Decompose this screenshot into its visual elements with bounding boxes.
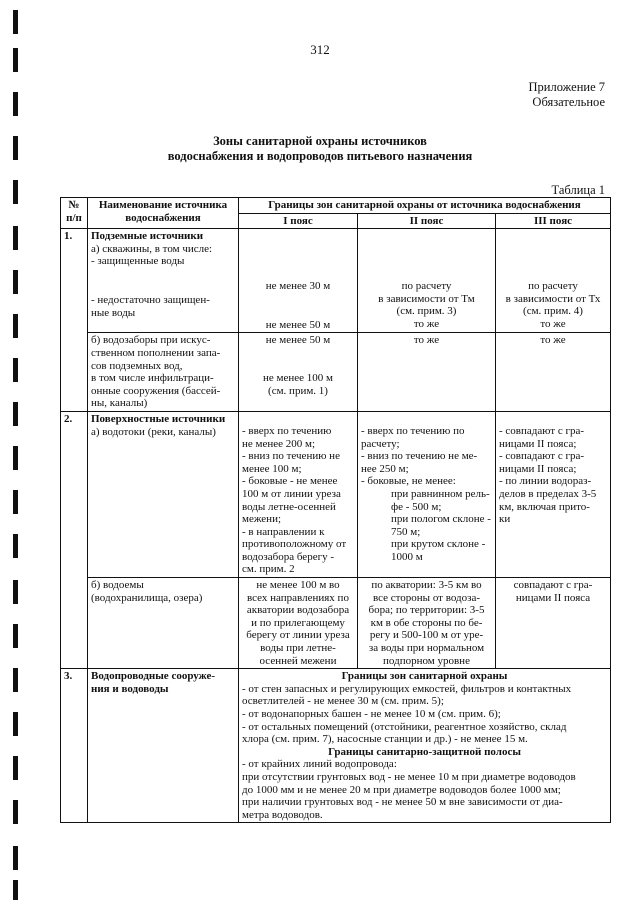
scan-edge-mark bbox=[13, 270, 18, 294]
text-line: акватории водозабора bbox=[246, 604, 350, 617]
text-line: фе - 500 м; bbox=[391, 500, 442, 513]
text-line: воды при летне- bbox=[260, 642, 336, 655]
text-line: противоположному от bbox=[242, 538, 347, 551]
belt-2-cell bbox=[358, 578, 496, 669]
text-line: не менее 50 м bbox=[265, 334, 331, 347]
scan-edge-mark bbox=[13, 712, 18, 736]
source-name-cell bbox=[88, 411, 239, 577]
text-line: - совпадают с гра- bbox=[499, 450, 585, 463]
text-line: - от стен запасных и регулирующих емкостей, фильтров и контактных bbox=[242, 682, 572, 695]
scan-edge-mark bbox=[13, 800, 18, 824]
source-name-cell bbox=[88, 229, 239, 333]
text-line: б) водоемы bbox=[91, 579, 144, 592]
text-line: б) водозаборы при искус- bbox=[91, 334, 211, 347]
text-line: воды летне-осенней bbox=[242, 500, 336, 513]
text-line: и по прилегающему bbox=[251, 616, 345, 629]
subsection-heading: Границы зон санитарной охраны bbox=[341, 670, 508, 683]
header-text: № bbox=[68, 199, 80, 211]
text-line: (водохранилища, озера) bbox=[91, 591, 203, 604]
text-line: - защищенные воды bbox=[91, 255, 185, 268]
title-line: Зоны санитарной охраны источников bbox=[213, 134, 427, 148]
text-line: не менее 100 м во bbox=[256, 579, 340, 592]
scan-edge-mark bbox=[13, 580, 18, 604]
text-line: - от водонапорных башен - не менее 10 м (см. прим. 6); bbox=[242, 708, 501, 720]
text-line: ки bbox=[499, 513, 511, 526]
header-cell-belt-1: I пояс bbox=[239, 213, 358, 229]
table-row bbox=[61, 229, 611, 333]
text-line: не менее 100 м bbox=[263, 371, 333, 384]
source-name-cell bbox=[88, 333, 239, 412]
text-line: - боковые - не менее bbox=[242, 475, 338, 488]
text-line: - недостаточно защищен- bbox=[91, 293, 210, 306]
scan-edge-mark bbox=[13, 624, 18, 648]
appendix-line: Обязательное bbox=[532, 95, 605, 109]
header-cell-belt-2: II пояс bbox=[358, 213, 496, 229]
table-row bbox=[61, 578, 611, 669]
text-line: всех направлениях по bbox=[247, 591, 349, 604]
subsection-heading: Границы санитарно-защитной полосы bbox=[328, 745, 521, 758]
text-line: регу и 500-100 м от уре- bbox=[369, 629, 484, 642]
text-line: (см. прим. 4) bbox=[523, 305, 583, 318]
header-cell-group: Границы зон санитарной охраны от источника водоснабжения bbox=[239, 198, 611, 214]
scan-edge-mark bbox=[13, 756, 18, 780]
text-line: ния и водоводы bbox=[91, 682, 169, 695]
text-line: 1000 м bbox=[391, 550, 423, 563]
text-line: - боковые, не менее: bbox=[361, 475, 456, 488]
text-line: межени; bbox=[242, 513, 282, 526]
text-line: делов в пределах 3-5 bbox=[499, 487, 597, 500]
text-line: онные сооружения (бассей- bbox=[91, 384, 221, 397]
text-line: по расчету bbox=[401, 280, 452, 293]
text-line: см. прим. 2 bbox=[242, 563, 295, 576]
text-line: все стороны от водоза- bbox=[372, 591, 481, 604]
header-text: п/п bbox=[66, 211, 82, 224]
scan-edge-mark bbox=[13, 490, 18, 514]
source-name-cell bbox=[88, 669, 239, 823]
zone-boundaries-cell bbox=[239, 669, 611, 823]
text-line: а) водотоки (реки, каналы) bbox=[91, 425, 216, 438]
row-number: 3. bbox=[61, 669, 88, 823]
scan-edge-mark bbox=[13, 358, 18, 382]
text-line: не менее 30 м bbox=[265, 280, 331, 293]
table-row bbox=[61, 333, 611, 412]
table-label: Таблица 1 bbox=[551, 183, 605, 197]
text-line: подпорном уровне bbox=[383, 654, 470, 667]
belt-3-cell: то же bbox=[496, 333, 611, 412]
text-line: - по линии водораз- bbox=[499, 475, 592, 488]
scan-edge-mark bbox=[13, 446, 18, 470]
text-line: водозабора берегу - bbox=[242, 550, 334, 563]
text-line: по расчету bbox=[528, 280, 578, 293]
scan-edge-mark bbox=[13, 92, 18, 116]
source-name-cell bbox=[88, 578, 239, 669]
scan-edge-mark bbox=[13, 226, 18, 250]
belt-2-cell bbox=[358, 411, 496, 577]
text-line: - вниз по течению не ме- bbox=[361, 450, 478, 463]
header-cell-number bbox=[61, 198, 88, 229]
scan-edge-mark bbox=[13, 402, 18, 426]
text-line: (см. прим. 1) bbox=[268, 384, 328, 397]
table-row bbox=[61, 669, 611, 823]
text-line: берегу от линии уреза bbox=[246, 629, 350, 642]
scan-edge-mark bbox=[13, 314, 18, 338]
text-line: ные воды bbox=[91, 306, 136, 319]
text-line: а) скважины, в том числе: bbox=[91, 242, 213, 255]
belt-3-cell bbox=[496, 229, 611, 333]
text-line: бора; по территории: 3-5 bbox=[368, 604, 485, 617]
text-line: км, включая прито- bbox=[499, 500, 590, 513]
section-heading: Подземные источники bbox=[91, 230, 204, 243]
text-line: ны, каналы) bbox=[91, 397, 148, 410]
text-line: 100 м от линии уреза bbox=[242, 487, 341, 500]
text-line: - вниз по течению не bbox=[242, 450, 340, 463]
document-title bbox=[0, 134, 640, 164]
header-text: Наименование источника bbox=[98, 199, 228, 211]
text-line: не менее 50 м bbox=[265, 318, 331, 331]
table-header-row bbox=[61, 198, 611, 214]
belt-1-cell bbox=[239, 578, 358, 669]
text-line: то же bbox=[413, 317, 440, 330]
text-line: (см. прим. 3) bbox=[396, 305, 457, 318]
text-line: по акватории: 3-5 км во bbox=[371, 579, 482, 592]
text-line: до 1000 мм и не менее 20 м при диаметре водоводов более 1000 мм; bbox=[242, 783, 561, 796]
text-line: - от остальных помещений (отстойники, реагентное хозяйство, склад bbox=[242, 720, 567, 733]
text-line: - вверх по течению по bbox=[361, 424, 465, 437]
text-line: - совпадают с гра- bbox=[499, 424, 585, 437]
text-line: осветлителей - не менее 30 м (см. прим. 5); bbox=[242, 695, 444, 708]
text-line: ницами II пояса bbox=[515, 591, 591, 604]
text-line: менее 100 м; bbox=[242, 462, 302, 475]
table-row bbox=[61, 411, 611, 577]
text-line: при пологом склоне - bbox=[391, 513, 491, 526]
text-line: метра водоводов. bbox=[242, 808, 323, 821]
text-line: не менее 200 м; bbox=[242, 437, 316, 450]
row-number: 1. bbox=[61, 229, 88, 412]
text-line: в том числе инфильтраци- bbox=[91, 372, 214, 385]
scan-edge-mark bbox=[13, 534, 18, 558]
text-line: ницами II пояса; bbox=[499, 437, 577, 450]
title-line: водоснабжения и водопроводов питьевого назначения bbox=[167, 149, 473, 163]
text-line: совпадают с гра- bbox=[513, 579, 593, 592]
text-line: ственном пополнении запа- bbox=[91, 346, 221, 359]
text-line: при крутом склоне - bbox=[391, 538, 486, 551]
text-line: - вверх по течению bbox=[242, 424, 332, 437]
header-text: водоснабжения bbox=[125, 211, 201, 224]
scan-edge-mark bbox=[13, 846, 18, 870]
belt-3-cell bbox=[496, 411, 611, 577]
appendix-label bbox=[529, 80, 605, 110]
belt-2-cell bbox=[358, 229, 496, 333]
text-line: км в обе стороны по бе- bbox=[370, 616, 483, 629]
belt-1-cell bbox=[239, 229, 358, 333]
header-cell-belt-3: III пояс bbox=[496, 213, 611, 229]
text-line: то же bbox=[540, 317, 566, 330]
belt-2-cell: то же bbox=[358, 333, 496, 412]
text-line: в зависимости от Тм bbox=[378, 292, 475, 305]
text-line: - в направлении к bbox=[242, 525, 325, 538]
belt-1-cell bbox=[239, 333, 358, 412]
text-line: при отсутствии грунтовых вод - не менее 10 м при диаметре водоводов bbox=[242, 770, 576, 783]
header-cell-name bbox=[88, 198, 239, 229]
belt-3-cell bbox=[496, 578, 611, 669]
text-line: ницами II пояса; bbox=[499, 462, 577, 475]
text-line: при наличии грунтовых вод - не менее 50 м вне зависимости от диа- bbox=[242, 796, 563, 809]
text-line: за воды при нормальном bbox=[368, 642, 485, 655]
scan-edge-mark bbox=[13, 180, 18, 204]
text-line: осенней межени bbox=[259, 654, 337, 667]
scan-edge-mark bbox=[13, 10, 18, 34]
text-line: нее 250 м; bbox=[361, 462, 409, 475]
text-line: Водопроводные сооруже- bbox=[91, 670, 216, 683]
text-line: расчету; bbox=[361, 437, 400, 450]
text-line: - от крайних линий водопровода: bbox=[242, 758, 397, 771]
page-number: 312 bbox=[310, 42, 330, 57]
section-heading: Поверхностные источники bbox=[91, 412, 226, 425]
text-line: хлора (см. прим. 7), насосные станции и др.) - не менее 15 м. bbox=[242, 733, 528, 746]
appendix-line: Приложение 7 bbox=[528, 80, 605, 94]
belt-1-cell bbox=[239, 411, 358, 577]
text-line: при равнинном рель- bbox=[391, 487, 490, 500]
text-line: в зависимости от Тх bbox=[505, 292, 601, 305]
sanitary-zones-table bbox=[60, 197, 611, 823]
text-line: 750 м; bbox=[391, 525, 421, 538]
text-line: сов подземных вод, bbox=[91, 359, 183, 372]
row-number: 2. bbox=[61, 411, 88, 668]
scan-edge-mark bbox=[13, 668, 18, 692]
scan-edge-mark bbox=[13, 880, 18, 900]
